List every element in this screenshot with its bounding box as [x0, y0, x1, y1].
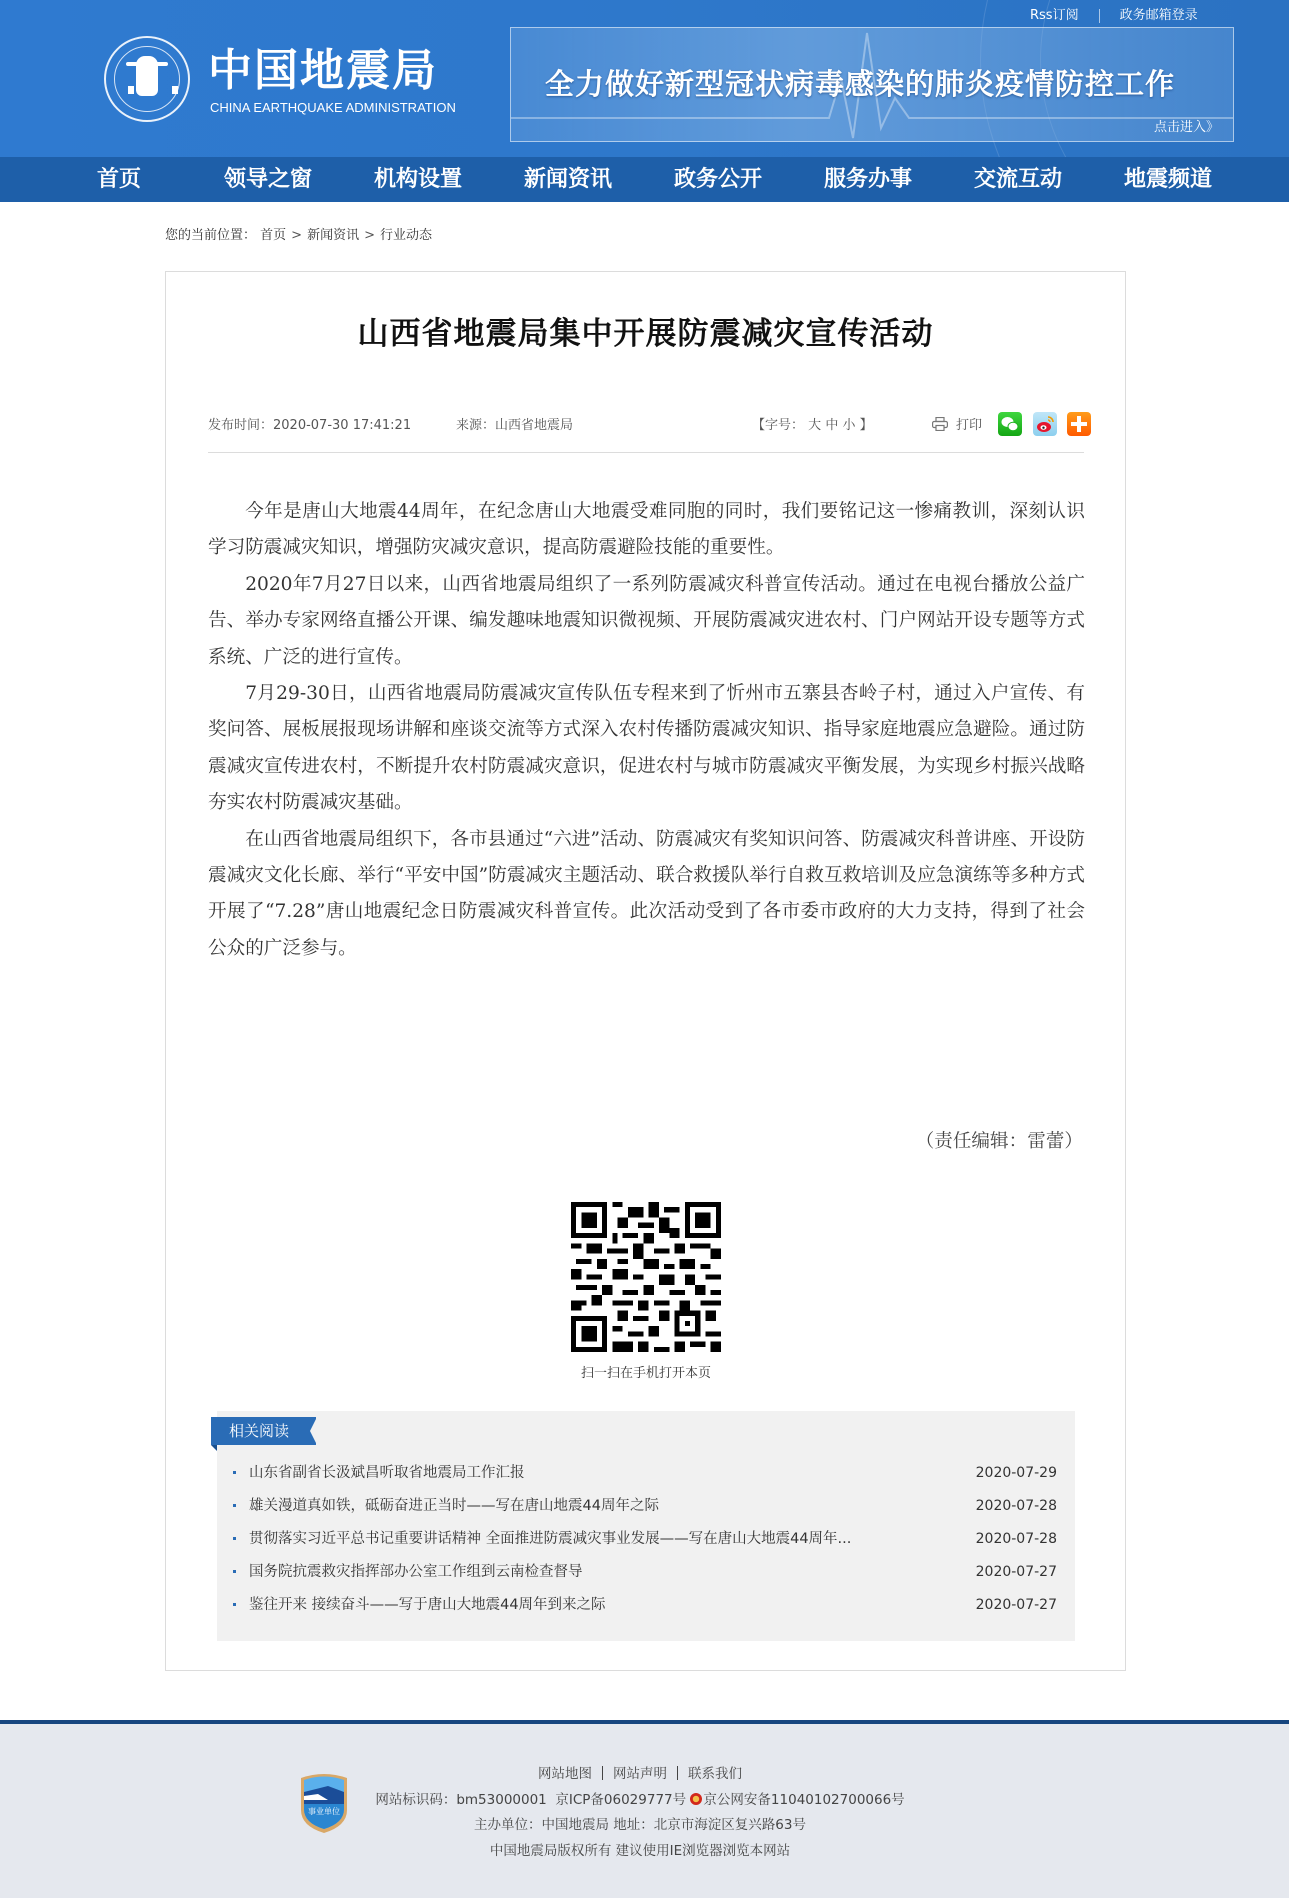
font-size-bracket: 】	[859, 418, 873, 433]
bullet-icon	[233, 1570, 236, 1573]
footer-host: 主办单位：中国地震局 地址：北京市海淀区复兴路63号	[474, 1817, 806, 1833]
cea-emblem-logo[interactable]	[104, 36, 190, 122]
breadcrumb-separator: >	[291, 228, 303, 243]
breadcrumb-separator: >	[364, 228, 375, 243]
wechat-share-icon[interactable]	[998, 412, 1022, 436]
related-link[interactable]: 国务院抗震救灾指挥部办公室工作组到云南检查督导	[249, 1564, 583, 1580]
site-statement-link[interactable]: 网站声明	[613, 1766, 667, 1782]
top-links	[1030, 6, 1198, 27]
footer-info	[360, 1762, 920, 1864]
nav-organization[interactable]: 机构设置	[373, 167, 462, 192]
nav-leadership[interactable]: 领导之窗	[223, 167, 312, 192]
more-share-icon[interactable]	[1067, 412, 1091, 436]
related-item	[217, 1527, 1075, 1560]
divider	[602, 1766, 603, 1780]
related-item	[217, 1494, 1075, 1527]
bullet-icon	[233, 1603, 236, 1606]
font-size-medium[interactable]: 中	[825, 418, 839, 433]
print-label: 打印	[956, 418, 983, 433]
source-value: 山西省地震局	[495, 418, 574, 433]
font-size-control	[752, 414, 873, 438]
font-size-large[interactable]: 大	[808, 418, 822, 433]
breadcrumb-industry-news[interactable]: 行业动态	[380, 228, 433, 243]
weibo-share-icon[interactable]	[1033, 412, 1057, 436]
site-footer	[0, 1720, 1289, 1898]
print-button[interactable]	[932, 414, 982, 438]
publish-time-label: 发布时间：	[208, 418, 274, 433]
related-item	[217, 1461, 1075, 1494]
nav-interaction[interactable]: 交流互动	[973, 167, 1062, 192]
nav-home[interactable]: 首页	[96, 167, 141, 192]
divider	[677, 1766, 678, 1780]
article-paragraph: 在山西省地震局组织下，各市县通过“六进”活动、防震减灾有奖知识问答、防震减灾科普讲座、开设防震减灾文化长廊、举行“平安中国”防震减灾主题活动、联合救援队举行自救互救培训及应急演练等多种方式开展了“7.28”唐山地震纪念日防震减灾科普宣传。此次活动受到了各市委市政府的大力支持，得到了社会公众的广泛参与。	[208, 828, 1085, 959]
article-paragraph: 7月29-30日，山西省地震局防震减灾宣传队伍专程来到了忻州市五寨县杏岭子村，通过入户宣传、有奖问答、展板展报现场讲解和座谈交流等方式深入农村传播防震减灾知识、指导家庭地震应急避险。通过防震减灾宣传进农村，不断提升农村防震减灾意识，促进农村与城市防震减灾平衡发展，为实现乡村振兴战略夯实农村防震减灾基础。	[208, 683, 1085, 814]
font-size-small[interactable]: 小	[842, 418, 856, 433]
gov-mail-login-link[interactable]: 政务邮箱登录	[1119, 8, 1198, 23]
bullet-icon	[233, 1504, 236, 1507]
related-date: 2020-07-27	[975, 1564, 1057, 1580]
qr-code	[571, 1202, 721, 1352]
divider	[1099, 9, 1100, 23]
police-record-link[interactable]: 京公网安备11040102700066号	[703, 1791, 905, 1808]
rss-link[interactable]: Rss订阅	[1030, 8, 1079, 23]
breadcrumb-news[interactable]: 新闻资讯	[307, 228, 360, 243]
meta-divider	[208, 452, 1084, 453]
article-title: 山西省地震局集中开展防震减灾宣传活动	[357, 316, 934, 352]
article-meta	[208, 414, 1084, 438]
related-date: 2020-07-28	[975, 1498, 1057, 1514]
qr-caption: 扫一扫在手机打开本页	[580, 1366, 711, 1381]
font-size-label: 【字号：	[752, 418, 805, 433]
related-item	[217, 1560, 1075, 1593]
related-date: 2020-07-27	[975, 1597, 1057, 1613]
site-title[interactable]: 中国地震局	[208, 45, 438, 96]
related-list	[217, 1461, 1075, 1626]
article-body	[208, 494, 1085, 967]
article-paragraph: 今年是唐山大地震44周年，在纪念唐山大地震受难同胞的同时，我们要铭记这一惨痛教训，深刻认识学习防震减灾知识，增强防灾减灾意识，提高防震避险技能的重要性。	[208, 501, 1085, 559]
article-paragraph: 2020年7月27日以来，山西省地震局组织了一系列防震减灾科普宣传活动。通过在电视台播放公益广告、举办专家网络直播公开课、编发趣味地震知识微视频、开展防震减灾进农村、门户网站开设专题等方式系统、广泛的进行宣传。	[208, 573, 1085, 668]
source-label: 来源：	[456, 418, 496, 433]
responsible-editor: （责任编辑：雷蕾）	[915, 1131, 1083, 1152]
nav-government-affairs[interactable]: 政务公开	[673, 167, 762, 192]
related-date: 2020-07-29	[975, 1465, 1057, 1481]
related-link[interactable]: 山东省副省长汲斌昌听取省地震局工作汇报	[249, 1465, 525, 1481]
publish-time	[208, 414, 411, 438]
site-header	[0, 0, 1289, 157]
sitemap-link[interactable]: 网站地图	[538, 1766, 592, 1782]
related-link[interactable]: 鉴往开来 接续奋斗——写于唐山大地震44周年到来之际	[249, 1597, 606, 1613]
breadcrumb-label: 您的当前位置：	[165, 228, 257, 243]
public-institution-badge-icon[interactable]	[298, 1772, 350, 1834]
breadcrumb-home[interactable]: 首页	[260, 228, 287, 243]
related-reading-title: 相关阅读	[211, 1417, 316, 1445]
bullet-icon	[233, 1537, 236, 1540]
publish-time-value: 2020-07-30 17:41:21	[273, 418, 412, 433]
covid-banner[interactable]	[510, 27, 1234, 142]
breadcrumb	[165, 227, 432, 245]
contact-us-link[interactable]: 联系我们	[688, 1766, 742, 1782]
source	[456, 414, 573, 438]
nav-news[interactable]: 新闻资讯	[523, 167, 612, 192]
police-badge-icon	[690, 1793, 702, 1805]
article-container	[165, 271, 1126, 1671]
nav-earthquake-channel[interactable]: 地震频道	[1123, 167, 1212, 192]
svg-text:事业单位: 事业单位	[308, 1807, 340, 1816]
banner-title: 全力做好新型冠状病毒感染的肺炎疫情防控工作	[545, 67, 1176, 101]
bullet-icon	[233, 1471, 236, 1474]
emblem-seismoscope-icon	[136, 56, 158, 96]
nav-services[interactable]: 服务办事	[823, 167, 912, 192]
printer-icon	[932, 417, 948, 431]
related-link[interactable]: 贯彻落实习近平总书记重要讲话精神 全面推进防震减灾事业发展——写在唐山大地震44周年...	[249, 1531, 852, 1547]
footer-copyright: 中国地震局版权所有 建议使用IE浏览器浏览本网站	[489, 1842, 791, 1859]
related-link[interactable]: 雄关漫道真如铁，砥砺奋进正当时——写在唐山地震44周年之际	[249, 1498, 659, 1514]
site-subtitle: CHINA EARTHQUAKE ADMINISTRATION	[210, 100, 456, 115]
related-date: 2020-07-28	[975, 1531, 1057, 1547]
site-id-code: 网站标识码：bm53000001	[375, 1791, 547, 1808]
related-reading-panel	[217, 1411, 1075, 1641]
footer-registration	[360, 1788, 920, 1814]
related-item	[217, 1593, 1075, 1626]
banner-enter-link[interactable]: 点击进入》	[1153, 120, 1219, 135]
footer-links	[360, 1762, 920, 1788]
main-nav	[0, 157, 1289, 202]
icp-link[interactable]: 京ICP备06029777号	[555, 1791, 687, 1808]
